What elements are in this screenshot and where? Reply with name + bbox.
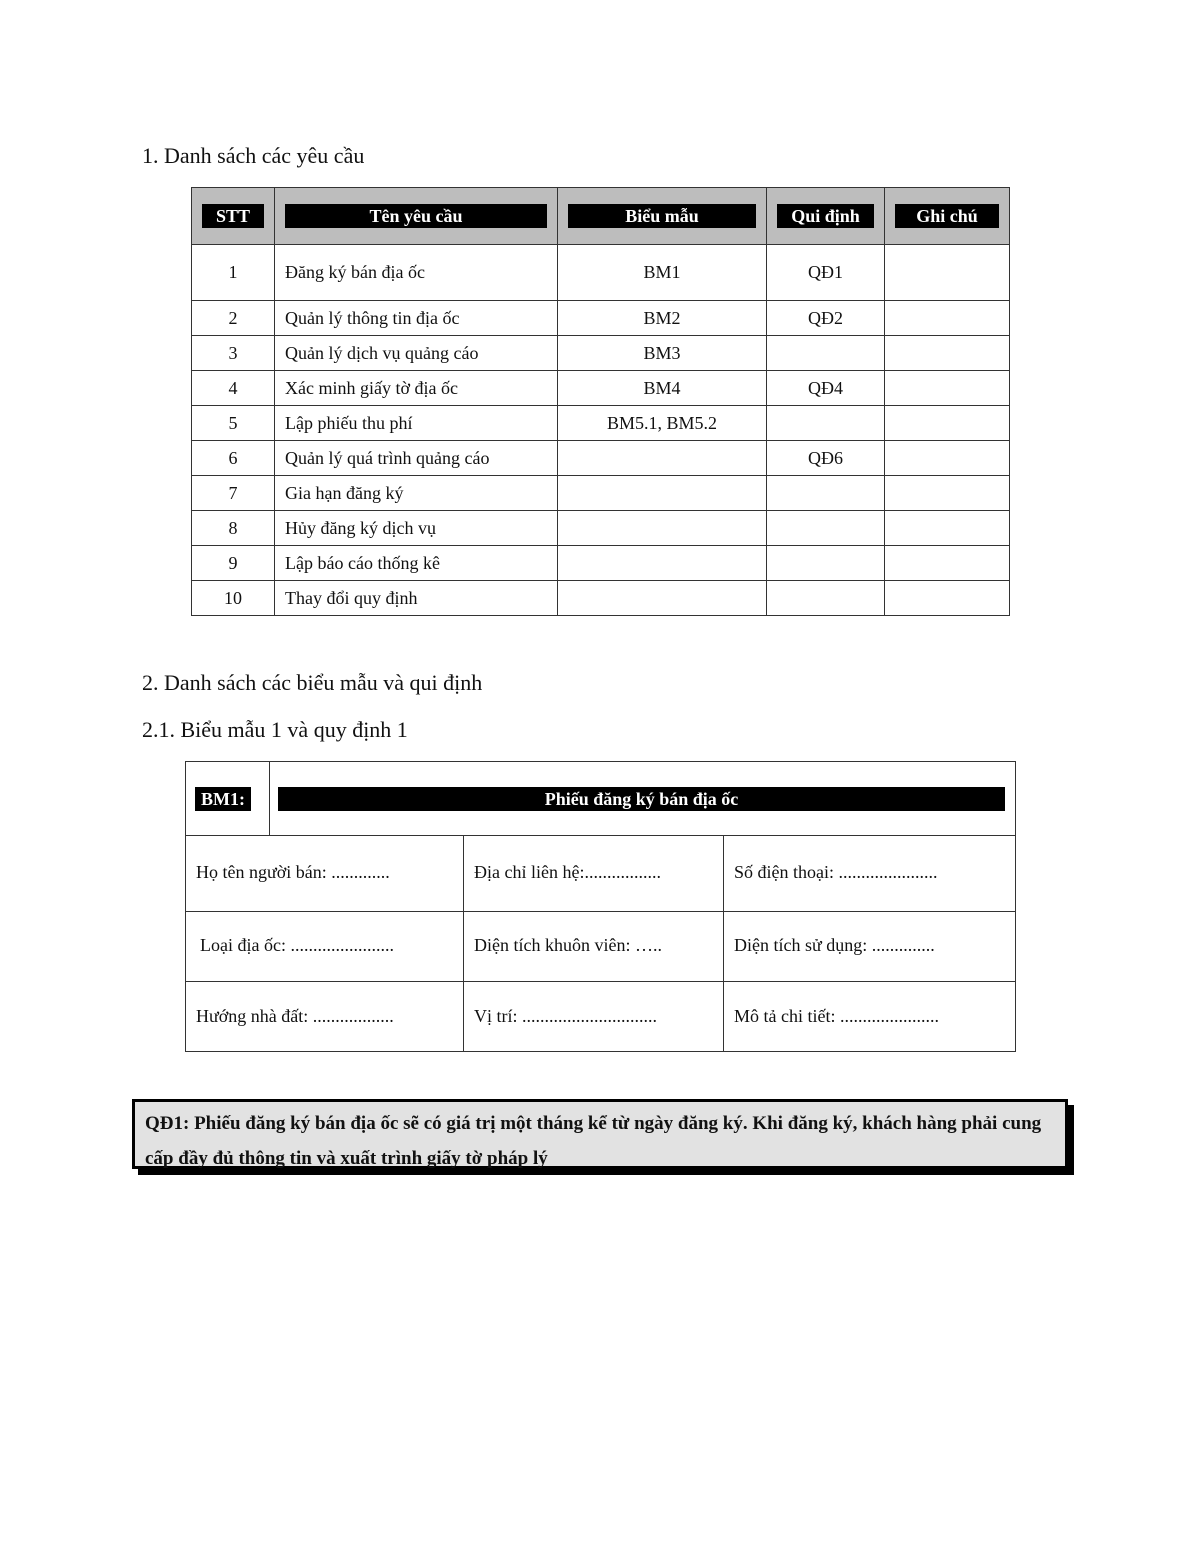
cell-qui-dinh: QĐ2 bbox=[767, 301, 885, 336]
cell-stt: 3 bbox=[192, 336, 275, 371]
field-loai-dia-oc: Loại địa ốc: ....................... bbox=[200, 935, 394, 955]
cell-bieu-mau: BM3 bbox=[558, 336, 767, 371]
section-2-heading: 2. Danh sách các biểu mẫu và qui định bbox=[142, 670, 483, 695]
bm1-header bbox=[186, 762, 1015, 836]
table-header-row bbox=[192, 188, 1010, 245]
cell-stt: 5 bbox=[192, 406, 275, 441]
table-row bbox=[192, 406, 1010, 441]
cell-ghi-chu bbox=[885, 336, 1010, 371]
field-mo-ta-chi-tiet: Mô tả chi tiết: ...................... bbox=[734, 1006, 939, 1026]
cell-ten-yeu-cau: Quản lý dịch vụ quảng cáo bbox=[275, 336, 558, 371]
cell-qui-dinh bbox=[767, 511, 885, 546]
cell-stt: 2 bbox=[192, 301, 275, 336]
cell-qui-dinh bbox=[767, 476, 885, 511]
header-qui-dinh: Qui định bbox=[767, 188, 885, 245]
cell-stt: 4 bbox=[192, 371, 275, 406]
cell-ghi-chu bbox=[885, 441, 1010, 476]
cell-ghi-chu bbox=[885, 371, 1010, 406]
field-so-dien-thoai: Số điện thoại: ...................... bbox=[734, 862, 938, 882]
cell-ten-yeu-cau: Xác minh giấy tờ địa ốc bbox=[275, 371, 558, 406]
field-vi-tri: Vị trí: .............................. bbox=[474, 1006, 657, 1026]
requirements-table bbox=[191, 187, 1010, 616]
cell-ghi-chu bbox=[885, 476, 1010, 511]
table-row bbox=[192, 476, 1010, 511]
cell-ghi-chu bbox=[885, 406, 1010, 441]
cell-bieu-mau bbox=[558, 511, 767, 546]
cell-qui-dinh bbox=[767, 406, 885, 441]
divider bbox=[463, 835, 464, 1051]
cell-qui-dinh bbox=[767, 581, 885, 616]
cell-stt: 7 bbox=[192, 476, 275, 511]
cell-stt: 10 bbox=[192, 581, 275, 616]
cell-qui-dinh: QĐ4 bbox=[767, 371, 885, 406]
bm1-form bbox=[185, 761, 1016, 1052]
bm1-code: BM1: bbox=[195, 787, 251, 811]
header-bieu-mau: Biểu mẫu bbox=[558, 188, 767, 245]
cell-ghi-chu bbox=[885, 546, 1010, 581]
field-ho-ten-nguoi-ban: Họ tên người bán: ............. bbox=[196, 862, 390, 882]
field-dia-chi-lien-he: Địa chỉ liên hệ:................. bbox=[474, 862, 661, 882]
table-row bbox=[192, 581, 1010, 616]
cell-qui-dinh bbox=[767, 546, 885, 581]
cell-bieu-mau: BM4 bbox=[558, 371, 767, 406]
table-row bbox=[192, 441, 1010, 476]
cell-ghi-chu bbox=[885, 245, 1010, 301]
cell-stt: 1 bbox=[192, 245, 275, 301]
table-row bbox=[192, 511, 1010, 546]
section-2-1-heading: 2.1. Biểu mẫu 1 và quy định 1 bbox=[142, 717, 408, 742]
cell-bieu-mau: BM5.1, BM5.2 bbox=[558, 406, 767, 441]
cell-bieu-mau bbox=[558, 476, 767, 511]
cell-ten-yeu-cau: Lập báo cáo thống kê bbox=[275, 546, 558, 581]
field-dien-tich-khuon-vien: Diện tích khuôn viên: ….. bbox=[474, 935, 662, 955]
cell-stt: 9 bbox=[192, 546, 275, 581]
divider bbox=[723, 835, 724, 1051]
field-dien-tich-su-dung: Diện tích sử dụng: .............. bbox=[734, 935, 935, 955]
cell-ten-yeu-cau: Gia hạn đăng ký bbox=[275, 476, 558, 511]
table-row bbox=[192, 245, 1010, 301]
cell-ten-yeu-cau: Hủy đăng ký dịch vụ bbox=[275, 511, 558, 546]
bm1-code-cell bbox=[186, 762, 270, 835]
divider bbox=[186, 981, 1015, 982]
cell-bieu-mau bbox=[558, 546, 767, 581]
table-row bbox=[192, 301, 1010, 336]
cell-ten-yeu-cau: Thay đổi quy định bbox=[275, 581, 558, 616]
cell-ghi-chu bbox=[885, 581, 1010, 616]
cell-ten-yeu-cau: Đăng ký bán địa ốc bbox=[275, 245, 558, 301]
cell-ten-yeu-cau: Lập phiếu thu phí bbox=[275, 406, 558, 441]
cell-bieu-mau: BM1 bbox=[558, 245, 767, 301]
cell-bieu-mau bbox=[558, 441, 767, 476]
cell-ten-yeu-cau: Quản lý quá trình quảng cáo bbox=[275, 441, 558, 476]
cell-bieu-mau: BM2 bbox=[558, 301, 767, 336]
cell-ten-yeu-cau: Quản lý thông tin địa ốc bbox=[275, 301, 558, 336]
cell-stt: 6 bbox=[192, 441, 275, 476]
cell-qui-dinh: QĐ6 bbox=[767, 441, 885, 476]
header-ghi-chu: Ghi chú bbox=[885, 188, 1010, 245]
cell-qui-dinh: QĐ1 bbox=[767, 245, 885, 301]
section-1-heading: 1. Danh sách các yêu cầu bbox=[142, 143, 365, 168]
cell-ghi-chu bbox=[885, 511, 1010, 546]
qd1-rule-box: QĐ1: Phiếu đăng ký bán địa ốc sẽ có giá trị một tháng kể từ ngày đăng ký. Khi đăng ký, khách hàng phải cung cấp đầy đủ thông tin và xuất trình giấy tờ pháp lý bbox=[132, 1099, 1068, 1169]
table-row bbox=[192, 336, 1010, 371]
cell-ghi-chu bbox=[885, 301, 1010, 336]
bm1-title: Phiếu đăng ký bán địa ốc bbox=[278, 787, 1005, 811]
cell-stt: 8 bbox=[192, 511, 275, 546]
divider bbox=[186, 911, 1015, 912]
cell-bieu-mau bbox=[558, 581, 767, 616]
header-ten-yeu-cau: Tên yêu cầu bbox=[275, 188, 558, 245]
field-huong-nha-dat: Hướng nhà đất: .................. bbox=[196, 1006, 394, 1026]
table-row bbox=[192, 371, 1010, 406]
header-stt: STT bbox=[192, 188, 275, 245]
table-row bbox=[192, 546, 1010, 581]
cell-qui-dinh bbox=[767, 336, 885, 371]
